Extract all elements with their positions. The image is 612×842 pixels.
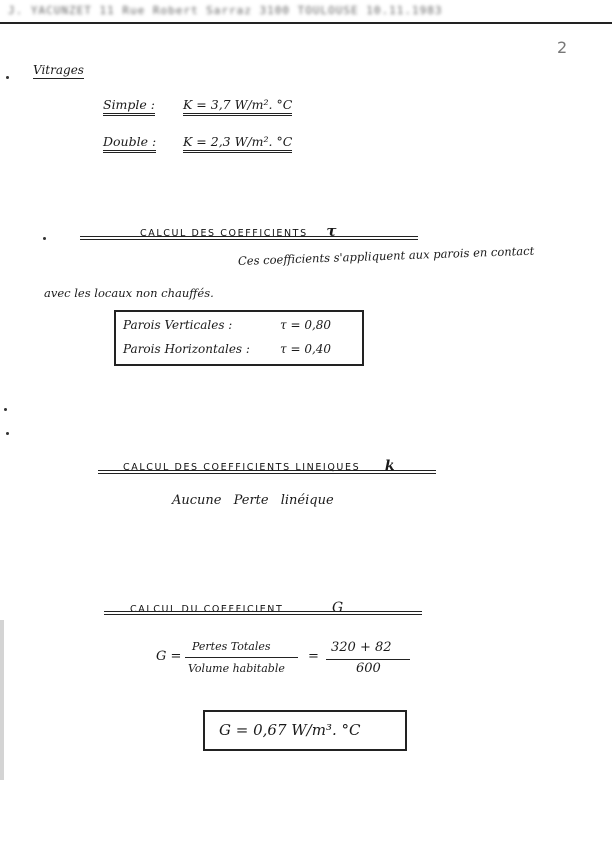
tau-vertical-label: Parois Verticales : [123, 318, 233, 332]
scan-dot [4, 408, 7, 411]
tau-horizontal-value: τ = 0,40 [280, 342, 332, 356]
linear-text: Aucune Perte linéique [172, 493, 334, 508]
g-result-box [203, 710, 407, 751]
g-numerator: Pertes Totales [192, 640, 271, 653]
tau-horizontal-label: Parois Horizontales : [123, 342, 250, 356]
g-equals: = [308, 649, 319, 664]
tau-values-box [114, 310, 364, 366]
g-value-fraction-line [326, 659, 410, 660]
tau-symbol: τ [326, 222, 337, 240]
g-section-title: CALCUL DU COEFFICIENT G [130, 600, 344, 616]
scan-dot [6, 76, 9, 79]
vitrages-title: Vitrages [33, 63, 84, 77]
linear-section-rule [98, 470, 436, 474]
vitrage-simple-label: Simple : [103, 97, 155, 112]
g-symbol: G [332, 600, 344, 616]
g-denominator: Volume habitable [188, 662, 285, 675]
g-section-rule [104, 611, 422, 615]
g-fraction-line [185, 657, 298, 658]
page-header [0, 0, 612, 24]
vitrage-simple-value: K = 3,7 W/m². °C [183, 97, 292, 112]
tau-section-title: CALCUL DES COEFFICIENTS τ [140, 222, 337, 240]
tau-vertical-value: τ = 0,80 [280, 318, 332, 332]
scan-dot [6, 432, 9, 435]
tau-section-rule [80, 236, 418, 240]
tau-note-line2: avec les locaux non chauffés. [44, 286, 214, 300]
linear-section-title: CALCUL DES COEFFICIENTS LINEIQUES k [123, 458, 395, 474]
scan-edge-mark [0, 620, 4, 780]
g-den-value: 600 [356, 661, 381, 676]
linear-symbol: k [384, 458, 395, 474]
vitrage-double-label: Double : [103, 134, 156, 149]
tau-note-line1: Ces coefficients s'appliquent aux parois en contact [237, 243, 535, 268]
scan-dot [43, 237, 46, 240]
page-number: 2 [557, 38, 568, 57]
header-text: J. YACUNZET 11 Rue Robert Sarraz 3100 TOULOUSE 10.11.1983 [8, 4, 443, 17]
g-num-value: 320 + 82 [331, 640, 392, 655]
g-formula-lhs: G = [156, 649, 182, 664]
vitrage-double-value: K = 2,3 W/m². °C [183, 134, 292, 149]
g-result: G = 0,67 W/m³. °C [219, 721, 361, 739]
